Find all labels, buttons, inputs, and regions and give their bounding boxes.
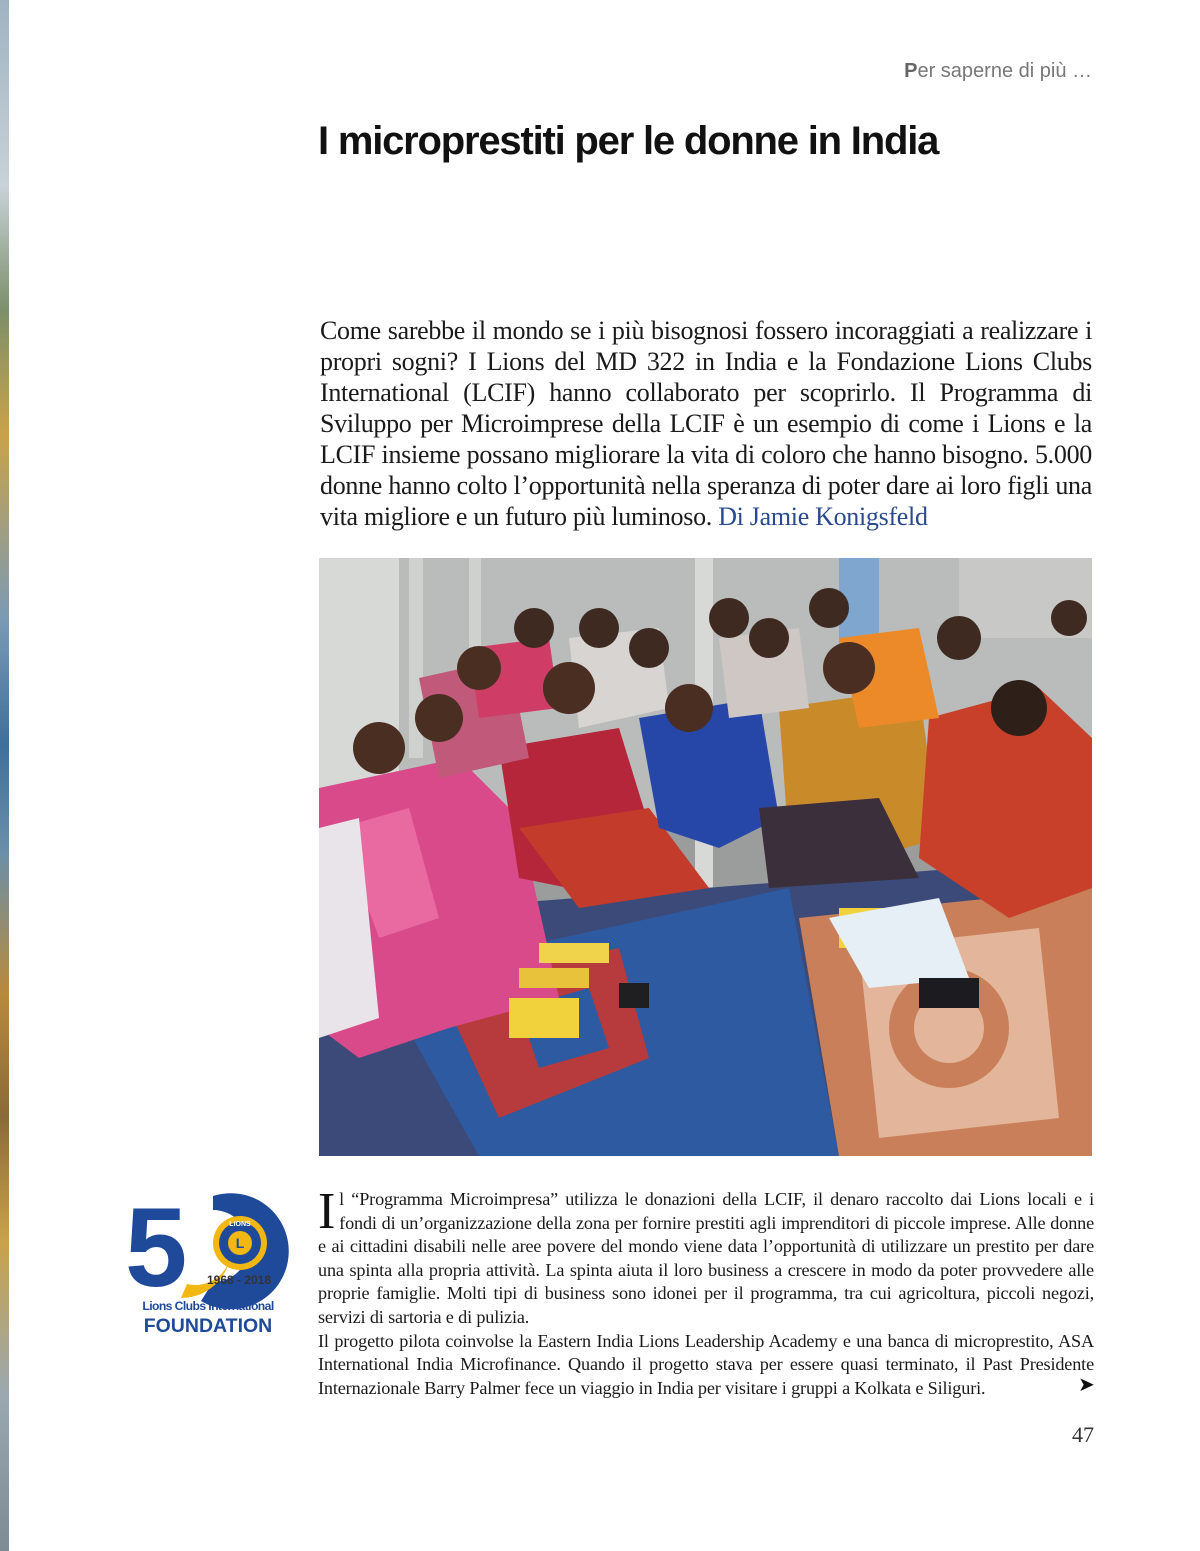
- article-title: I microprestiti per le donne in India: [318, 119, 939, 163]
- lions-badge-text: LIONS: [229, 1221, 251, 1228]
- lead-text: Come sarebbe il mondo se i più bisognosi fossero incoraggiati a realizzare i propri sogni? I Lions del MD 322 in India e la Fondazione Lions Clubs International (LCIF) hanno collaborato per scoprirlo. Il Programma di Sviluppo per Microimprese della LCIF è un esempio di come i Lions e la LCIF insieme possano migliorare la vita di coloro che hanno bisogno. 5.000 donne hanno colto l’opportunità nella speranza di poter dare ai loro figli una vita migliore e un futuro più luminoso.: [320, 316, 1092, 531]
- photo-illustration: [319, 558, 1092, 1156]
- page-edge-photo-strip: [0, 0, 9, 1551]
- logo-org-line1: Lions Clubs International: [142, 1299, 274, 1313]
- body-paragraph-2: Il progetto pilota coinvolse la Eastern India Lions Leadership Academy e una banca di microprestito, ASA International India Microfinance. Quando il progetto stava per essere quasi terminato, il Past Presidente Internazionale Barry Palmer fece un viaggio in India per visitare i gruppi a Kolkata e Siliguri.: [318, 1330, 1094, 1398]
- body-paragraph-1: [318, 1183, 1094, 1330]
- drop-cap: I: [318, 1183, 336, 1240]
- page-number: 47: [1072, 1422, 1094, 1447]
- women-meeting-photo: [319, 558, 1092, 1156]
- logo-org-line2: FOUNDATION: [143, 1315, 273, 1337]
- lions-badge-letter: L: [235, 1235, 245, 1251]
- continue-arrow-icon: ➤: [1078, 1372, 1095, 1396]
- paragraph-1-text: l “Programma Microimpresa” utilizza le donazioni della LCIF, il denaro raccolto dai Lions locali e i fondi di un’organizzazione della zona per fornire prestiti agli imprenditori di piccole imprese. Alle donne e ai cittadini disabili nelle aree povere del mondo viene data l’opportunità di utilizzare un prestito per dare una spinta alla propria attività. La spinta aiuta il loro business a crescere in modo da poter provvedere alle proprie famiglie. Molti tipi di business sono idonei per il programma, tra cui agricoltura, piccoli negozi, servizi di sartoria e di pulizia.: [318, 1189, 1094, 1327]
- article-lead: [320, 315, 1092, 532]
- lcif-logo-graphic: [127, 1186, 289, 1346]
- section-kicker: [904, 60, 1092, 83]
- byline: Di Jamie Konigsfeld: [718, 502, 928, 531]
- article-body: [318, 1183, 1094, 1400]
- kicker-first-letter: P: [904, 60, 918, 82]
- logo-years: 1968 - 2018: [206, 1273, 272, 1287]
- lcif-50-anniversary-logo: [127, 1186, 289, 1346]
- logo-five: 5: [127, 1186, 188, 1310]
- kicker-text: er saperne di più …: [917, 60, 1092, 82]
